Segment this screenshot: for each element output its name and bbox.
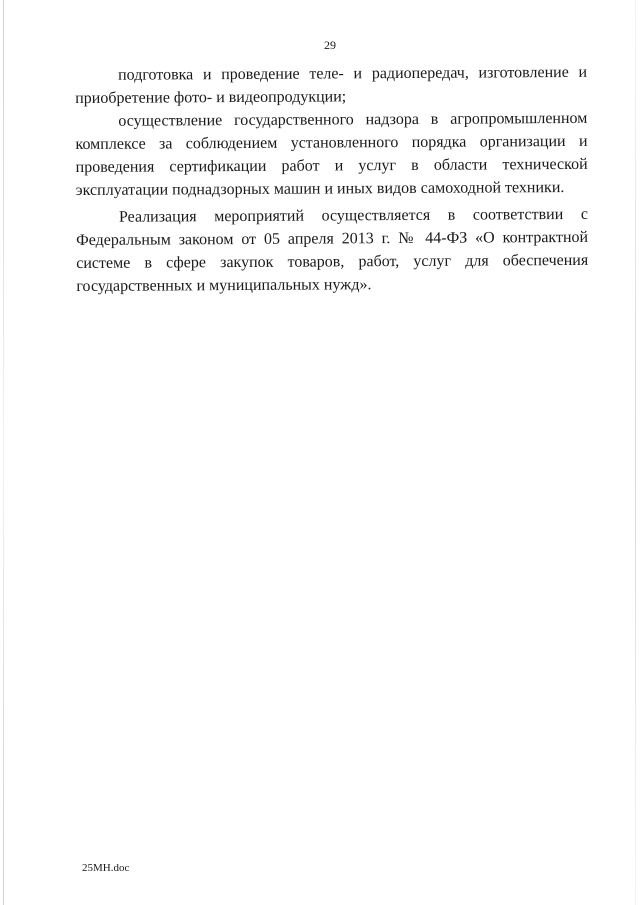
scan-edge-right (635, 0, 636, 905)
document-body (75, 61, 588, 298)
page-number: 29 (324, 38, 336, 52)
paragraph-implementation: Реализация мероприятий осуществляется в соответствии с Федеральным законом от 05 апреля 2013 г. № 44-ФЗ «О контрактной системе в сфере закупок товаров, работ, услуг для обеспечения государственных и муниципальных нужд». (76, 205, 589, 295)
paragraph-broadcasting: подготовка и проведение теле- и радиопередач, изготовление и приобретение фото- и видеопродукции; (75, 63, 588, 107)
scan-edge-left (3, 0, 4, 905)
paragraph-state-supervision: осуществление государственного надзора в агропромышленном комплексе за соблюдением установленного порядка организации и проведения сертификации работ и услуг в области технической эксплуатации поднадзорных машин и иных видов самоходной техники. (75, 109, 588, 199)
footer-filename: 25МН.doc (82, 862, 130, 874)
